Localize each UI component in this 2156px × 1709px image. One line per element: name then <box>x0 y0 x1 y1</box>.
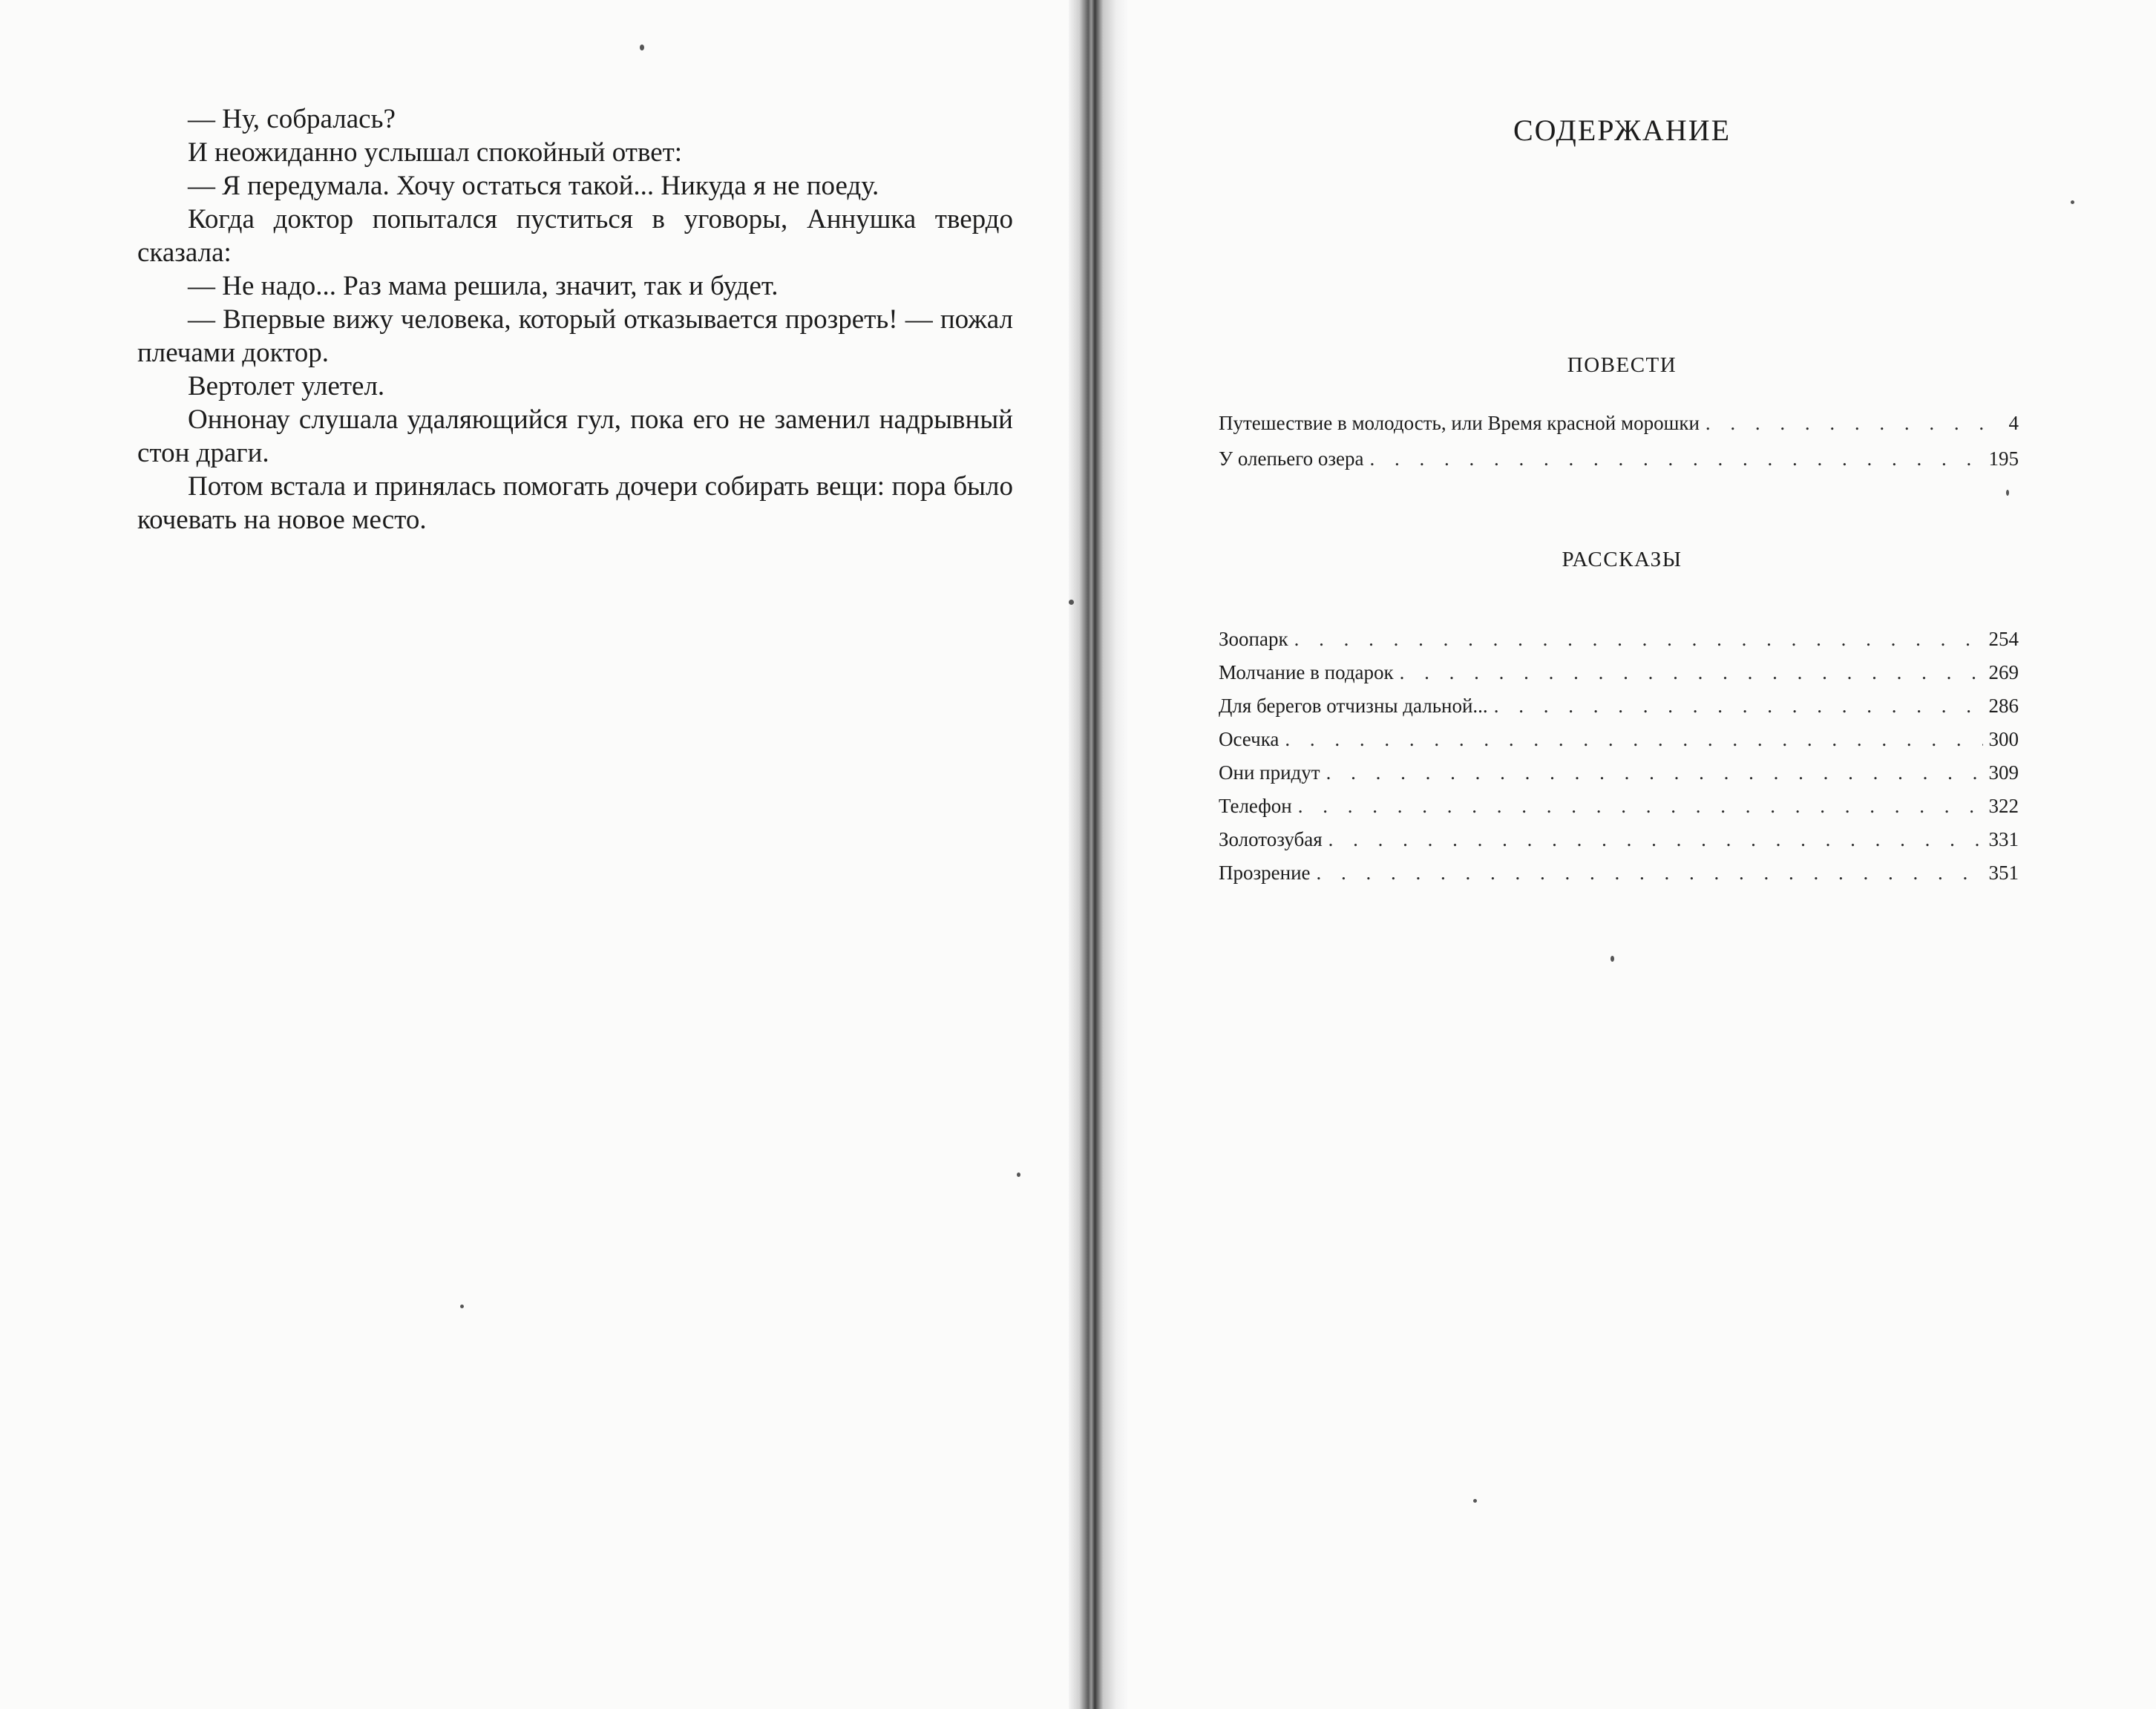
toc-entry-title: Молчание в подарок <box>1219 661 1394 683</box>
paragraph: — Ну, собралась? <box>188 104 396 134</box>
toc-entry-page: 331 <box>1988 828 2019 850</box>
dot-leader <box>1294 628 1983 651</box>
dot-leader <box>1494 695 1983 718</box>
toc-entry[interactable] <box>1219 761 2019 795</box>
print-speck <box>2006 490 2009 496</box>
paragraph: — Не надо... Раз мама решила, значит, так и будет. <box>188 271 779 301</box>
toc-entry[interactable] <box>1219 862 2019 895</box>
paragraph: — Впервые вижу человека, который отказывается прозреть! — пожал плечами доктор. <box>137 304 1013 368</box>
toc-entry-title: Телефон <box>1219 795 1292 817</box>
toc-entry-title: Зоопарк <box>1219 628 1288 650</box>
print-speck <box>2071 200 2074 204</box>
toc-list-rasskazy <box>1219 628 2019 895</box>
dot-leader <box>1326 761 1983 784</box>
paragraph: Потом встала и принялась помогать дочери собирать вещи: пора было кочевать на новое место. <box>137 471 1013 535</box>
toc-entry-page: 195 <box>1988 447 2019 470</box>
dot-leader <box>1400 661 1983 684</box>
print-speck <box>1017 1172 1020 1177</box>
toc-entry-title: Для берегов отчизны дальной... <box>1219 695 1488 717</box>
book-gutter <box>1069 0 1128 1709</box>
print-speck <box>460 1305 464 1308</box>
section-heading-povesti: ПОВЕСТИ <box>1567 353 1677 377</box>
toc-entry[interactable] <box>1219 795 2019 828</box>
toc-entry[interactable] <box>1219 447 2019 483</box>
paragraph: Оннонау слушала удаляющийся гул, пока его не заменил надрывный стон драги. <box>137 404 1013 468</box>
toc-entry-title: Путешествие в молодость, или Время красной морошки <box>1219 412 1700 434</box>
toc-list-povesti <box>1219 412 2019 483</box>
dot-leader <box>1285 728 1982 751</box>
toc-entry[interactable] <box>1219 728 2019 761</box>
section-heading-rasskazy: РАССКАЗЫ <box>1562 548 1682 571</box>
paragraph: Когда доктор попытался пуститься в уговоры, Аннушка твердо сказала: <box>137 204 1013 268</box>
toc-entry-page: 300 <box>1988 728 2019 750</box>
toc-entry-page: 4 <box>2008 412 2019 434</box>
toc-entry-page: 322 <box>1988 795 2019 817</box>
contents-title: СОДЕРЖАНИЕ <box>1513 114 1731 147</box>
toc-entry-title: Осечка <box>1219 728 1279 750</box>
story-ending-text <box>137 102 1013 537</box>
toc-entry[interactable] <box>1219 828 2019 862</box>
paragraph: — Я передумала. Хочу остаться такой... Никуда я не поеду. <box>188 171 879 201</box>
toc-entry-title: Золотозубая <box>1219 828 1323 850</box>
toc-entry-title: Прозрение <box>1219 862 1311 884</box>
toc-entry-page: 351 <box>1988 862 2019 884</box>
paragraph: Вертолет улетел. <box>188 371 385 401</box>
print-speck <box>1069 600 1074 605</box>
toc-entry-title: У олепьего озера <box>1219 447 1364 470</box>
dot-leader <box>1298 795 1983 818</box>
toc-entry-page: 309 <box>1988 761 2019 784</box>
toc-entry-title: Они придут <box>1219 761 1320 784</box>
toc-entry-page: 269 <box>1988 661 2019 683</box>
print-speck <box>1611 956 1614 962</box>
toc-entry[interactable] <box>1219 412 2019 447</box>
dot-leader <box>1317 862 1983 885</box>
paragraph: И неожиданно услышал спокойный ответ: <box>188 137 683 168</box>
toc-entry-page: 254 <box>1988 628 2019 650</box>
print-speck <box>640 45 644 50</box>
dot-leader <box>1328 828 1983 851</box>
toc-entry[interactable] <box>1219 695 2019 728</box>
toc-entry[interactable] <box>1219 628 2019 661</box>
dot-leader <box>1706 412 1983 435</box>
toc-entry[interactable] <box>1219 661 2019 695</box>
print-speck <box>1473 1499 1477 1503</box>
dot-leader <box>1370 447 1983 470</box>
toc-entry-page: 286 <box>1988 695 2019 717</box>
